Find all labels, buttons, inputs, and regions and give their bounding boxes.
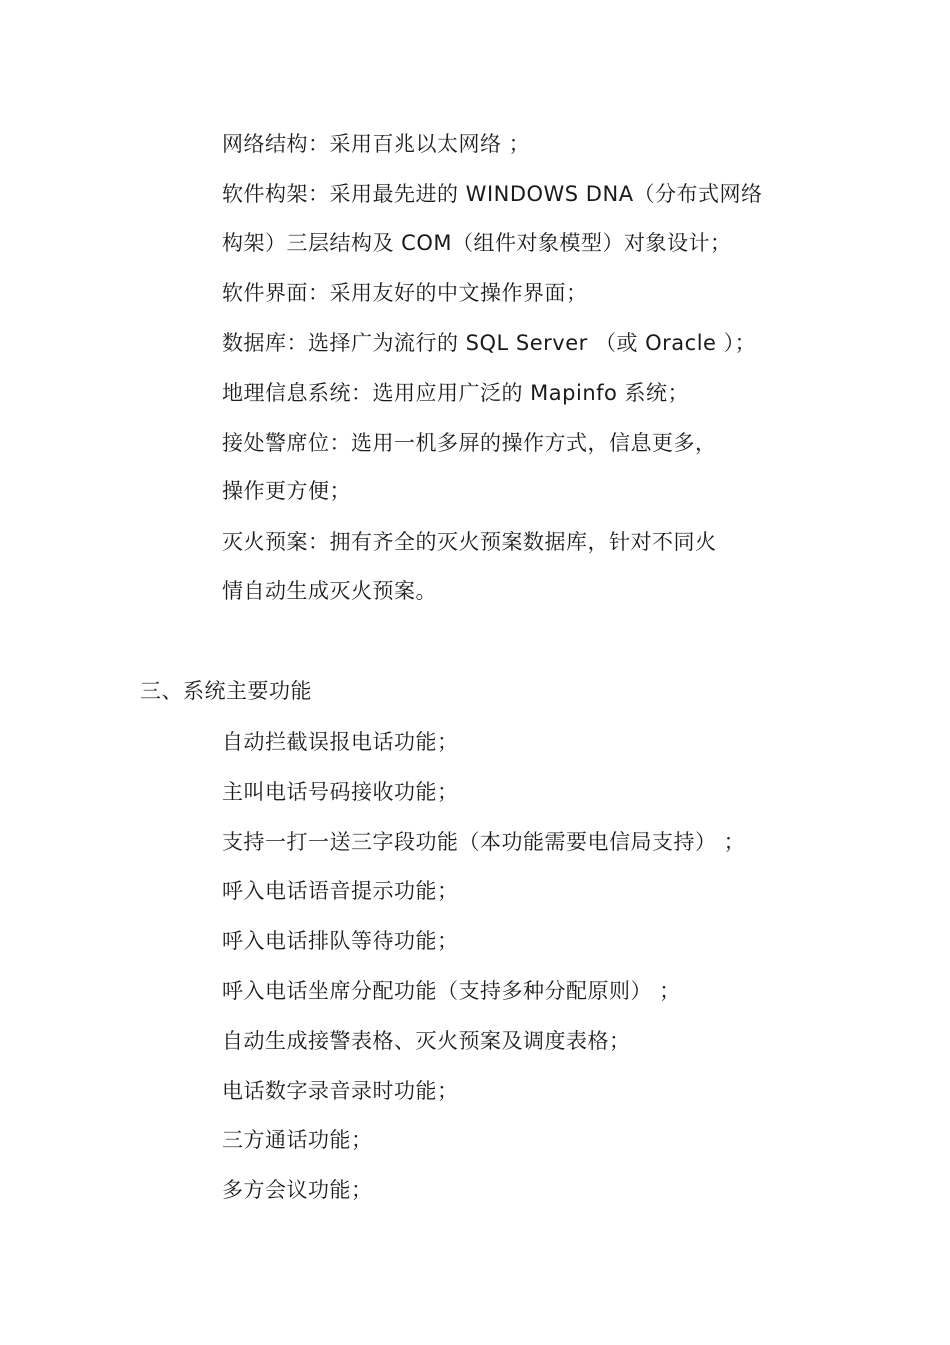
spec-software-ui: 软件界面：采用友好的中文操作界面； xyxy=(222,281,588,305)
list-item: 三方通话功能； xyxy=(222,1128,373,1152)
list-item: 呼入电话语音提示功能； xyxy=(222,879,459,903)
list-item: 呼入电话排队等待功能； xyxy=(222,929,459,953)
spec-fire-plan-cont: 情自动生成灭火预案。 xyxy=(222,579,437,603)
list-item: 自动拦截误报电话功能； xyxy=(222,730,459,754)
spec-database: 数据库：选择广为流行的 SQL Server （或 Oracle ）； xyxy=(222,331,757,355)
list-item: 电话数字录音录时功能； xyxy=(222,1079,459,1103)
spec-fire-plan: 灭火预案：拥有齐全的灭火预案数据库，针对不同火 xyxy=(222,530,717,554)
list-item: 多方会议功能； xyxy=(222,1178,373,1202)
section-heading: 三、系统主要功能 xyxy=(140,679,312,703)
spec-network: 网络结构：采用百兆以太网络 ； xyxy=(222,132,531,156)
spec-dispatch-seat: 接处警席位：选用一机多屏的操作方式，信息更多， xyxy=(222,431,717,455)
spec-software-architecture-cont: 构架）三层结构及 COM（组件对象模型）对象设计； xyxy=(222,231,732,255)
list-item: 自动生成接警表格、灭火预案及调度表格； xyxy=(222,1029,631,1053)
spec-gis: 地理信息系统：选用应用广泛的 Mapinfo 系统； xyxy=(222,381,690,405)
list-item: 呼入电话坐席分配功能（支持多种分配原则） ； xyxy=(222,979,681,1003)
list-item: 主叫电话号码接收功能； xyxy=(222,780,459,804)
spec-software-architecture: 软件构架：采用最先进的 WINDOWS DNA（分布式网络 xyxy=(222,182,763,206)
list-item: 支持一打一送三字段功能（本功能需要电信局支持） ； xyxy=(222,830,746,854)
spec-dispatch-seat-cont: 操作更方便； xyxy=(222,479,351,503)
